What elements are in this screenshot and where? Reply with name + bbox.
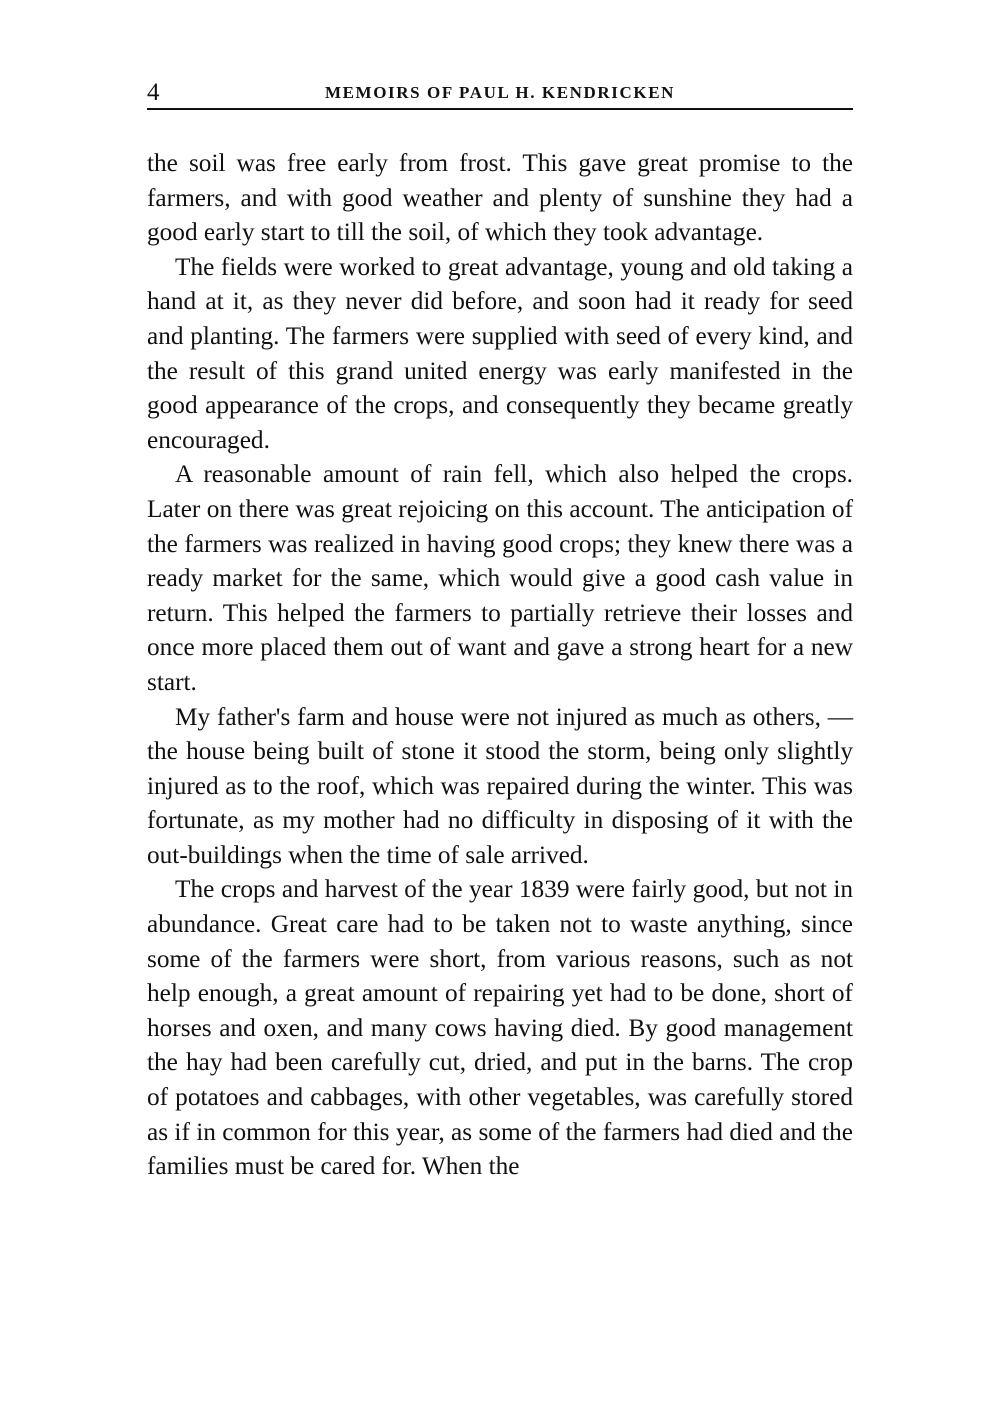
page-number: 4 xyxy=(147,79,160,106)
running-header xyxy=(147,78,853,110)
book-page xyxy=(147,78,853,1184)
paragraph-fields-worked: The fields were worked to great advantage, young and old taking a hand at it, as they never did before, and soon had it ready for seed and planting. The farmers were supplied with seed of every kind, and the result of this grand united energy was early manifested in the good appearance of the crops, and consequently they became greatly encouraged. xyxy=(147,252,853,454)
page-body xyxy=(147,146,853,1184)
paragraph-rain-fell: A reasonable amount of rain fell, which also helped the crops. Later on there was great rejoicing on this account. The anticipation of the farmers was realized in having good crops; they knew there was a ready market for the same, which would give a good cash value in return. This helped the farmers to partially retrieve their losses and once more placed them out of want and gave a strong heart for a new start. xyxy=(147,460,853,696)
paragraph-crops-1839: The crops and harvest of the year 1839 were fairly good, but not in abundance. Great care had to be taken not to waste anything, since some of the farmers were short, from various reasons, such as not help enough, a great amount of repairing yet had to be done, short of horses and oxen, and many cows having died. By good management the hay had been carefully cut, dried, and put in the barns. The crop of potatoes and cabbages, with other vegetables, was carefully stored as if in common for this year, as some of the farmers had died and the families must be cared for. When the xyxy=(147,875,853,1181)
paragraph-fathers-farm: My father's farm and house were not injured as much as others, — the house being built of stone it stood the storm, being only slightly injured as to the roof, which was repaired during the winter. This was fortunate, as my mother had no difficulty in disposing of it with the out-buildings when the time of sale arrived. xyxy=(147,702,853,869)
running-title: MEMOIRS OF PAUL H. KENDRICKEN xyxy=(324,83,676,102)
paragraph-continued: the soil was free early from frost. This gave great promise to the farmers, and with good weather and plenty of sunshine they had a good early start to till the soil, of which they took advantage. xyxy=(147,149,853,247)
